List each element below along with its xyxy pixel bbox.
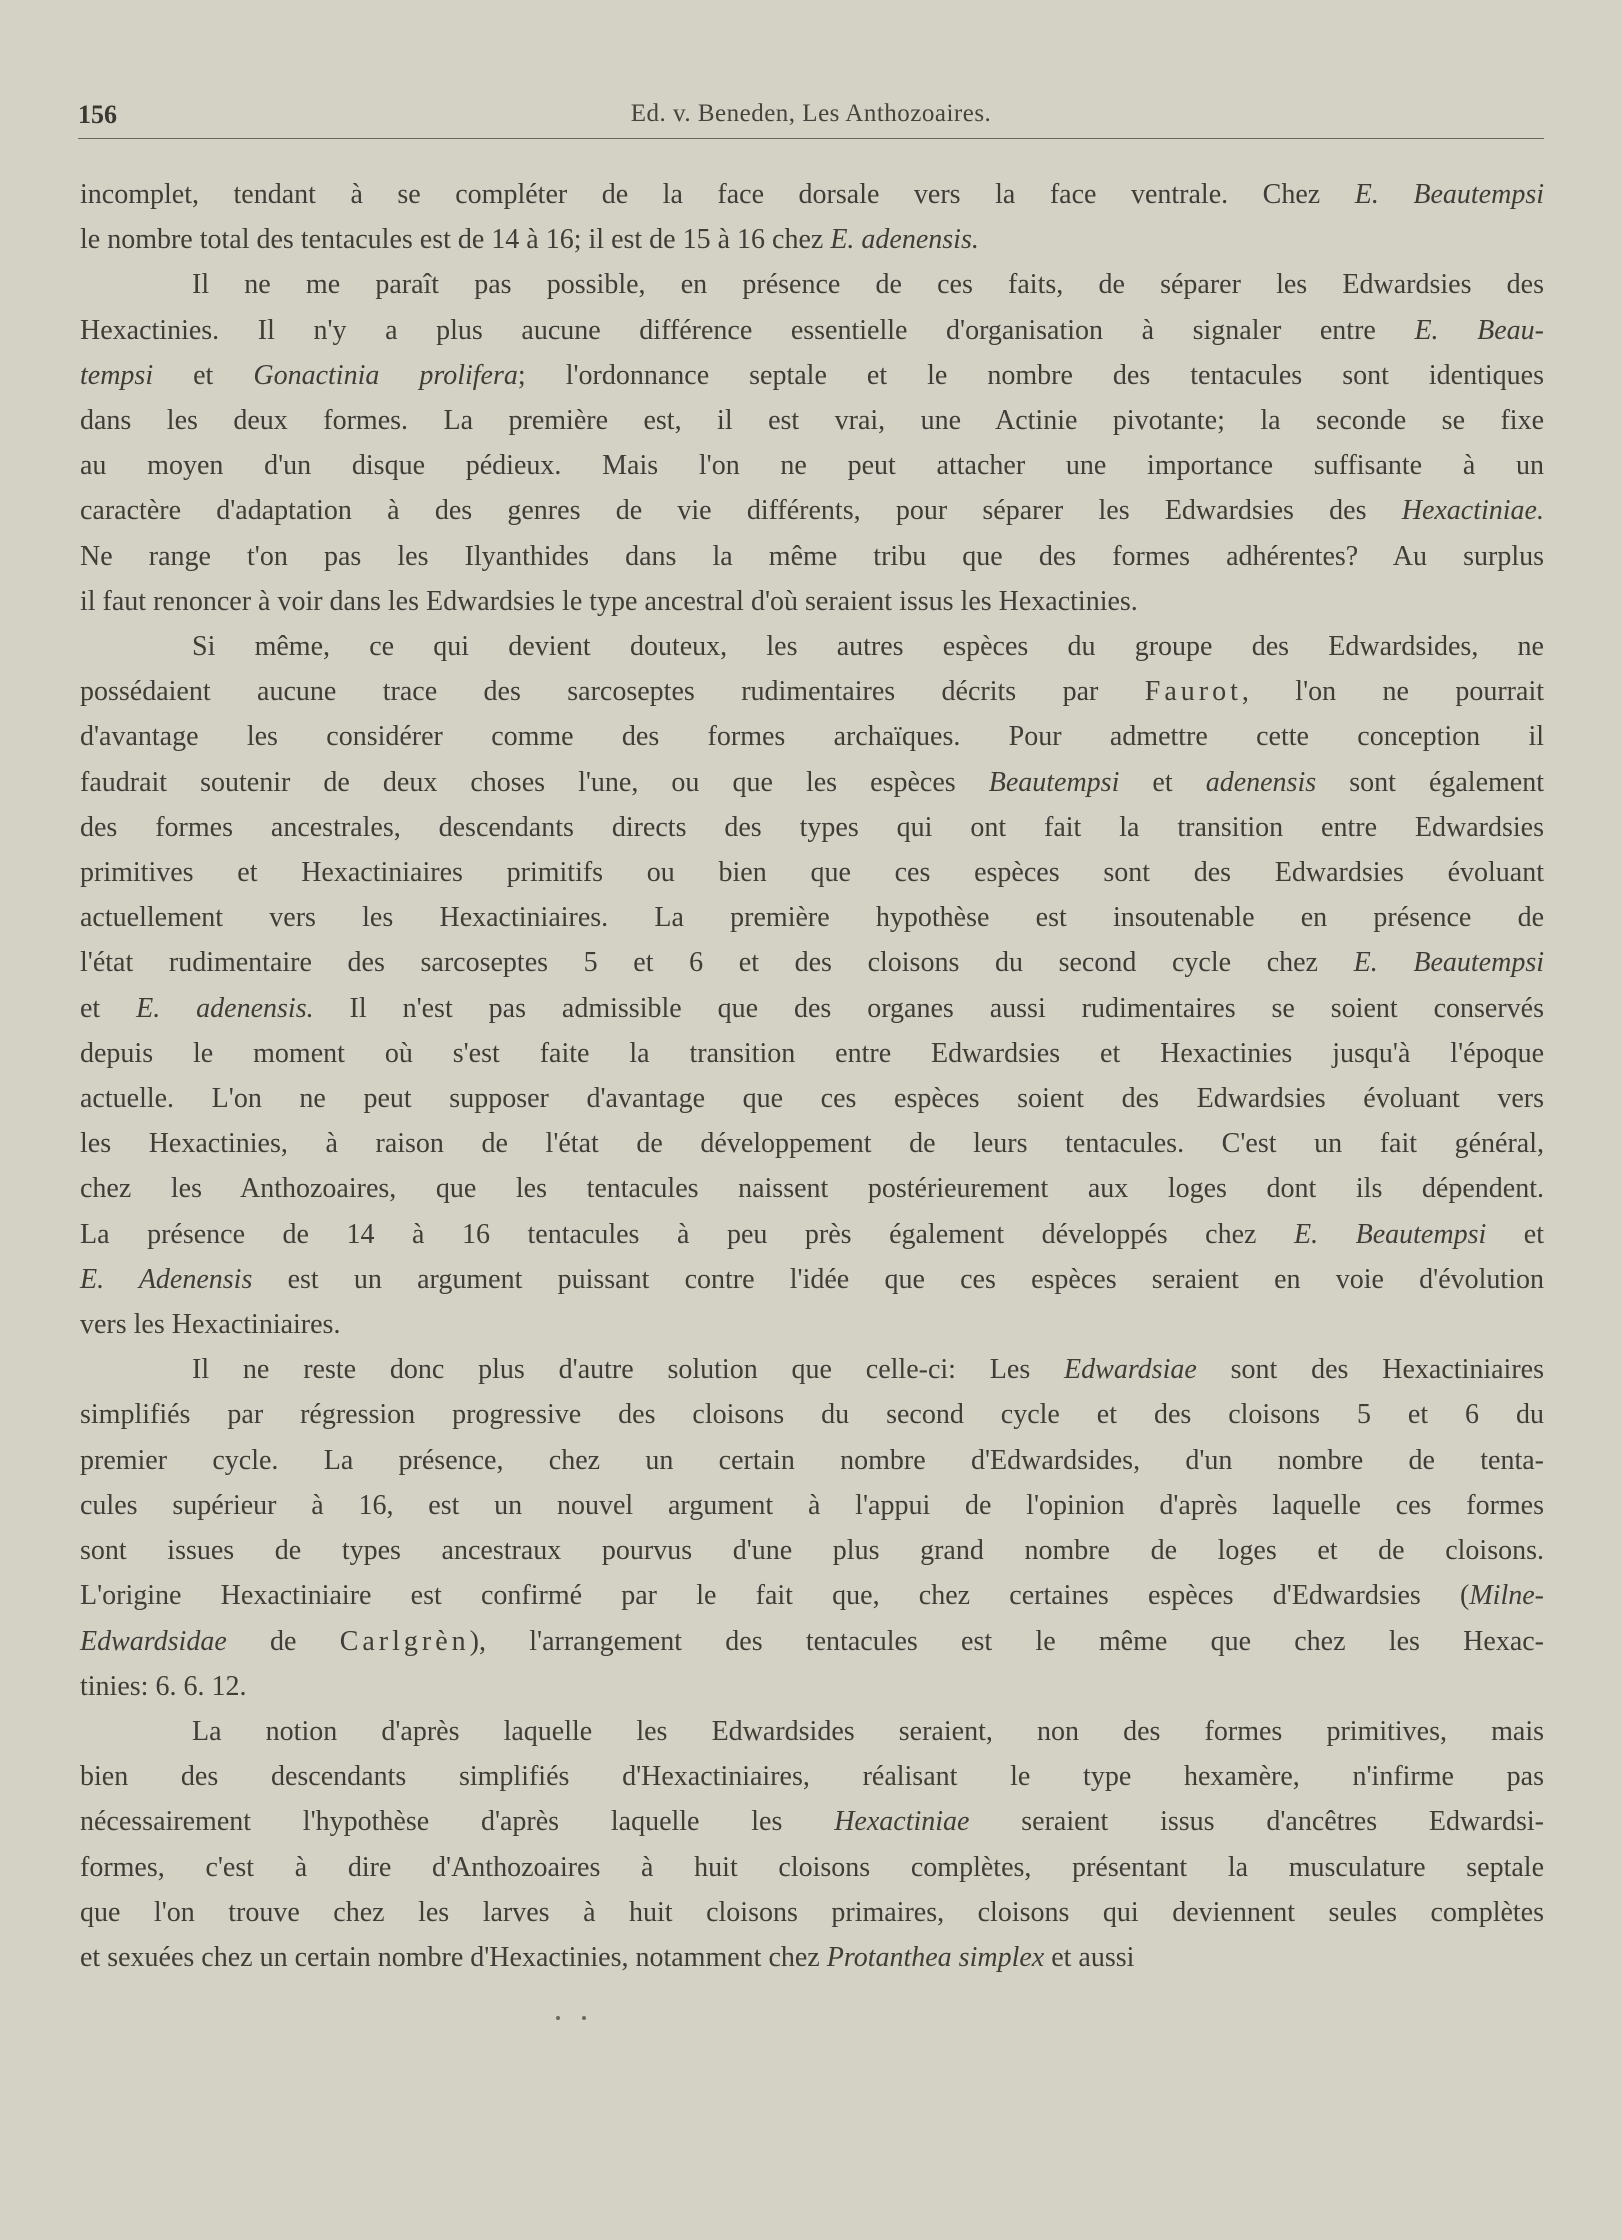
text-run: et sexuées chez un certain nombre d'Hexactinies, notamment chez xyxy=(80,1941,827,1973)
text-line xyxy=(80,1257,1544,1302)
speck xyxy=(582,2016,586,2020)
text-run: sont issues de types ancestraux pourvus d'une plus grand nombre de loges et de cloisons. xyxy=(80,1535,1544,1567)
italic-text: Hexactiniae xyxy=(834,1806,970,1838)
text-line xyxy=(80,1799,1544,1844)
italic-text: Beautempsi xyxy=(988,766,1120,798)
text-line xyxy=(80,986,1544,1031)
text-run: cules supérieur à 16, est un nouvel argument à l'appui de l'opinion d'après laquelle ces formes xyxy=(80,1489,1544,1521)
text-run: premier cycle. La présence, chez un certain nombre d'Edwardsides, d'un nombre de tenta- xyxy=(80,1444,1544,1476)
speck xyxy=(556,2016,560,2020)
text-run: il faut renoncer à voir dans les Edwardsies le type ancestral d'où seraient issus les Hexactinies. xyxy=(80,585,1138,617)
page-header xyxy=(78,98,1544,139)
text-line xyxy=(80,262,1544,307)
text-run: primitives et Hexactiniaires primitifs ou bien que ces espèces sont des Edwardsies évoluant xyxy=(80,857,1544,889)
text-run: formes, c'est à dire d'Anthozoaires à huit cloisons complètes, présentant la musculature septale xyxy=(80,1851,1544,1883)
text-run: et xyxy=(153,359,254,391)
text-line xyxy=(80,398,1544,443)
text-line xyxy=(80,760,1544,805)
text-run: le nombre total des tentacules est de 14 à 16; il est de 15 à 16 chez xyxy=(80,224,831,256)
text-run: dans les deux formes. La première est, il est vrai, une Actinie pivotante; la seconde se fixe xyxy=(80,405,1544,437)
text-run: simplifiés par régression progressive des cloisons du second cycle et des cloisons 5 et 6 du xyxy=(80,1399,1544,1431)
text-line xyxy=(80,1483,1544,1528)
text-line xyxy=(80,850,1544,895)
text-line xyxy=(80,172,1544,217)
italic-text: tempsi xyxy=(80,359,154,391)
text-line xyxy=(80,1166,1544,1211)
italic-text: E. Beautempsi xyxy=(1293,1218,1487,1250)
text-line xyxy=(80,1528,1544,1573)
text-run: Ne range t'on pas les Ilyanthides dans la même tribu que des formes adhérentes? Au surplus xyxy=(80,540,1544,572)
text-line xyxy=(80,1573,1544,1618)
text-run: l'état rudimentaire des sarcoseptes 5 et 6 et des cloisons du second cycle chez xyxy=(80,947,1354,979)
italic-text: E. Beautempsi xyxy=(1353,947,1544,979)
text-run: Si même, ce qui devient douteux, les autres espèces du groupe des Edwardsides, ne xyxy=(192,631,1544,663)
text-line xyxy=(80,217,1544,262)
text-line xyxy=(80,1890,1544,1935)
text-run: ), l'arrangement des tentacules est le même que chez les Hexac- xyxy=(469,1625,1544,1657)
text-line xyxy=(80,1076,1544,1121)
paragraph xyxy=(80,262,1544,624)
text-run: chez les Anthozoaires, que les tentacules naissent postérieurement aux loges dont ils dépendent. xyxy=(80,1173,1544,1205)
paragraph xyxy=(80,172,1544,262)
text-run: La présence de 14 à 16 tentacules à peu près également développés chez xyxy=(80,1218,1294,1250)
text-run: tinies: 6. 6. 12. xyxy=(80,1670,247,1702)
body-text xyxy=(80,172,1544,1980)
text-line xyxy=(80,1121,1544,1166)
text-run: actuellement vers les Hexactiniaires. La première hypothèse est insoutenable en présence de xyxy=(80,902,1544,934)
text-run: caractère d'adaptation à des genres de vie différents, pour séparer les Edwardsies des xyxy=(80,495,1402,527)
spaced-name: Faurot xyxy=(1144,676,1242,708)
text-run: et xyxy=(80,992,137,1024)
running-head: Ed. v. Beneden, Les Anthozoaires. xyxy=(630,100,992,127)
italic-text: Edwardsidae xyxy=(80,1625,227,1657)
paragraph xyxy=(80,1709,1544,1980)
text-line xyxy=(80,443,1544,488)
text-run: incomplet, tendant à se compléter de la face dorsale vers la face ventrale. Chez xyxy=(80,179,1355,210)
text-line xyxy=(80,1302,1544,1347)
text-run: possédaient aucune trace des sarcoseptes rudimentaires décrits par xyxy=(80,676,1145,708)
text-run: d'avantage les considérer comme des formes archaïques. Pour admettre cette conception il xyxy=(80,721,1544,753)
text-run: Il ne me paraît pas possible, en présence de ces faits, de séparer les Edwardsies des xyxy=(192,269,1544,301)
text-line xyxy=(80,1347,1544,1392)
text-run: et xyxy=(1486,1218,1544,1250)
text-line xyxy=(80,579,1544,624)
text-run: La notion d'après laquelle les Edwardsides seraient, non des formes primitives, mais xyxy=(192,1715,1544,1747)
text-run: est un argument puissant contre l'idée que ces espèces seraient en voie d'évolution xyxy=(252,1263,1544,1295)
italic-text: Protanthea simplex xyxy=(826,1941,1045,1973)
text-run: sont également xyxy=(1316,766,1544,798)
text-line xyxy=(80,1664,1544,1709)
text-line xyxy=(80,1845,1544,1890)
paragraph xyxy=(80,624,1544,1347)
text-run: les Hexactinies, à raison de l'état de développement de leurs tentacules. C'est un fait général, xyxy=(80,1128,1544,1160)
text-line xyxy=(80,940,1544,985)
text-run: , l'on ne pourrait xyxy=(1241,676,1544,708)
text-line xyxy=(80,1709,1544,1754)
text-line xyxy=(80,895,1544,940)
text-line xyxy=(80,624,1544,669)
text-line xyxy=(80,1935,1544,1980)
text-run: faudrait soutenir de deux choses l'une, ou que les espèces xyxy=(80,766,989,798)
text-line xyxy=(80,1031,1544,1076)
text-run: et xyxy=(1119,766,1206,798)
paragraph xyxy=(80,1347,1544,1709)
text-run: vers les Hexactiniaires. xyxy=(80,1309,341,1341)
text-run: des formes ancestrales, descendants directs des types qui ont fait la transition entre Edwardsies xyxy=(80,811,1544,843)
italic-text: Gonactinia prolifera xyxy=(253,359,518,391)
text-line xyxy=(80,1619,1544,1664)
print-specks xyxy=(556,2014,596,2024)
text-run: au moyen d'un disque pédieux. Mais l'on ne peut attacher une importance suffisante à un xyxy=(80,450,1544,482)
text-line xyxy=(80,488,1544,533)
text-run: seraient issus d'ancêtres Edwardsi- xyxy=(969,1806,1544,1838)
italic-text: Hexactiniae. xyxy=(1401,495,1544,527)
italic-text: E. Beau- xyxy=(1414,314,1544,346)
italic-text: Edwardsiae xyxy=(1064,1354,1197,1386)
text-run: Il ne reste donc plus d'autre solution que celle-ci: Les xyxy=(192,1354,1065,1386)
text-line xyxy=(80,805,1544,850)
text-line xyxy=(80,1438,1544,1483)
text-line xyxy=(80,1212,1544,1257)
text-line xyxy=(80,353,1544,398)
text-line xyxy=(80,534,1544,579)
text-run: sont des Hexactiniaires xyxy=(1196,1354,1544,1386)
text-run: nécessairement l'hypothèse d'après laquelle les xyxy=(80,1806,835,1838)
italic-text: E. Beautempsi xyxy=(1354,179,1544,210)
text-line xyxy=(80,1392,1544,1437)
text-line xyxy=(80,714,1544,759)
text-run: et aussi xyxy=(1044,1941,1135,1973)
text-run: ; l'ordonnance septale et le nombre des tentacules sont identiques xyxy=(517,359,1544,391)
text-run: actuelle. L'on ne peut supposer d'avantage que ces espèces soient des Edwardsies évoluant vers xyxy=(80,1083,1544,1115)
text-run: Il n'est pas admissible que des organes aussi rudimentaires se soient conservés xyxy=(313,992,1544,1024)
text-run: bien des descendants simplifiés d'Hexactiniaires, réalisant le type hexamère, n'infirme pas xyxy=(80,1761,1544,1793)
italic-text: E. Adenensis xyxy=(80,1263,253,1295)
text-line xyxy=(80,1754,1544,1799)
text-line xyxy=(80,669,1544,714)
text-run: de xyxy=(226,1625,340,1657)
text-run: depuis le moment où s'est faite la transition entre Edwardsies et Hexactinies jusqu'à l'époque xyxy=(80,1037,1544,1069)
italic-text: Milne- xyxy=(1469,1580,1544,1612)
italic-text: E. adenensis. xyxy=(830,224,979,256)
spaced-name: Carlgrèn xyxy=(339,1625,470,1657)
text-run: Hexactinies. Il n'y a plus aucune différence essentielle d'organisation à signaler entre xyxy=(80,314,1415,346)
text-line xyxy=(80,308,1544,353)
text-run: L'origine Hexactiniaire est confirmé par le fait que, chez certaines espèces d'Edwardsies ( xyxy=(80,1580,1470,1612)
text-run: que l'on trouve chez les larves à huit cloisons primaires, cloisons qui deviennent seules complètes xyxy=(80,1896,1544,1928)
italic-text: adenensis xyxy=(1205,766,1317,798)
italic-text: E. adenensis. xyxy=(136,992,314,1024)
page-number: 156 xyxy=(78,100,117,129)
